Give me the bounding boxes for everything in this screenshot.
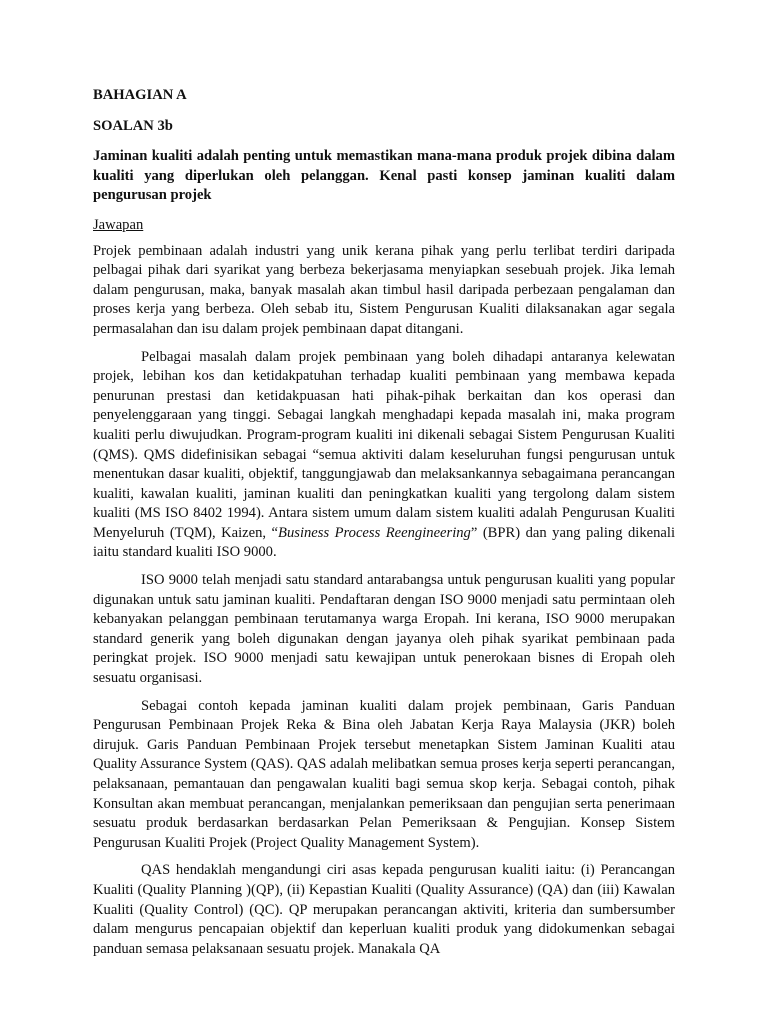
paragraph-2-text-a: Pelbagai masalah dalam projek pembinaan yang boleh dihadapi antaranya kelewatan projek, lebihan kos dan ketidakpatuhan terhadap kualiti pembinaan yang membawa kepada penurunan prestasi dan ketidakpuasan hati pihak-pihak berkaitan dan kos operasi dan penyelenggaraan yang tinggi. Sebagai langkah menghadapi kepada masalah ini, maka program kualiti perlu diwujudkan. Program-program kualiti ini dikenali sebagai Sistem Pengurusan Kualiti (QMS). QMS didefinisikan sebagai “semua aktiviti dalam keseluruhan fungsi pengurusan untuk menentukan dasar kualiti, objektif, tanggungjawab dan melaksankannya sebagaimana perancangan kualiti, kawalan kualiti, jaminan kualiti dan peningkatkan kualiti yang tergolong dalam sistem kualiti (MS ISO 8402 1994). Antara sistem umum dalam sistem kualiti adalah Pengurusan Kualiti Menyeluruh (TQM), Kaizen, “ <box>93 348 675 541</box>
paragraph-4: Sebagai contoh kepada jaminan kualiti dalam projek pembinaan, Garis Panduan Pengurusan Pembinaan Projek Reka & Bina oleh Jabatan Kerja Raya Malaysia (JKR) boleh dirujuk. Garis Panduan Pembinaan Projek tersebut menetapkan Sistem Jaminan Kualiti atau Quality Assurance System (QAS). QAS adalah melibatkan semua proses kerja seperti perancangan, pelaksanaan, pemantauan dan pengawalan kualiti bagi semua skop kerja. Sebagai contoh, pihak Konsultan akan membuat perancangan, menjalankan pemeriksaan dan pengujian serta penerimaan sesuatu produk berdasarkan berdasarkan Pelan Pemeriksaan & Pengujian. Konsep Sistem Pengurusan Kualiti Projek (Project Quality Management System). <box>93 697 675 851</box>
paragraph-2 <box>93 348 675 564</box>
section-heading: BAHAGIAN A <box>93 87 187 103</box>
paragraph-2-text-b: ” (BPR) dan yang paling dikenali iaitu standard kualiti ISO 9000. <box>93 524 675 561</box>
paragraph-1: Projek pembinaan adalah industri yang unik kerana pihak yang perlu terlibat terdiri daripada pelbagai pihak dari syarikat yang berbeza bekerjasama menyiapkan sesebuah projek. Jika lemah dalam pengurusan, maka, banyak masalah akan timbul hasil daripada perbezaan pengalaman dan proses kerja yang berbeza. Oleh sebab itu, Sistem Pengurusan Kualiti dilaksanakan agar segala permasalahan dan isu dalam projek pembinaan dapat ditangani. <box>93 242 675 337</box>
paragraph-2-italic: Business Process Reengineering <box>278 524 471 541</box>
document-page <box>93 86 675 967</box>
question-number: SOALAN 3b <box>93 117 173 134</box>
paragraph-3: ISO 9000 telah menjadi satu standard antarabangsa untuk pengurusan kualiti yang popular digunakan untuk satu jaminan kualiti. Pendaftaran dengan ISO 9000 menjadi satu permintaan oleh kebanyakan pelanggan pembinaan terutamanya warga Eropah. Ini kerana, ISO 9000 merupakan standard generik yang boleh digunakan dengan jayanya oleh pihak syarikat pembinaan pada peringkat projek. ISO 9000 menjadi satu kewajipan untuk penerokaan bisnes di Eropah oleh sesuatu organisasi. <box>93 572 675 687</box>
paragraph-5: QAS hendaklah mengandungi ciri asas kepada pengurusan kualiti iaitu: (i) Perancangan Kualiti (Quality Planning )(QP), (ii) Kepastian Kualiti (Quality Assurance) (QA) dan (iii) Kawalan Kualiti (Quality Control) (QC). QP merupakan perancangan aktiviti, kriteria dan sumbersumber dalam mengurus pencapaian objektif dan keperluan kualiti produk yang didokumenkan sebagai panduan semasa pelaksanaan sesuatu projek. Manakala QA <box>93 862 675 957</box>
answer-label: Jawapan <box>93 216 144 233</box>
question-text: Jaminan kualiti adalah penting untuk memastikan mana-mana produk projek dibina dalam kualiti yang diperlukan oleh pelanggan. Kenal pasti konsep jaminan kualiti dalam pengurusan projek <box>93 148 675 204</box>
